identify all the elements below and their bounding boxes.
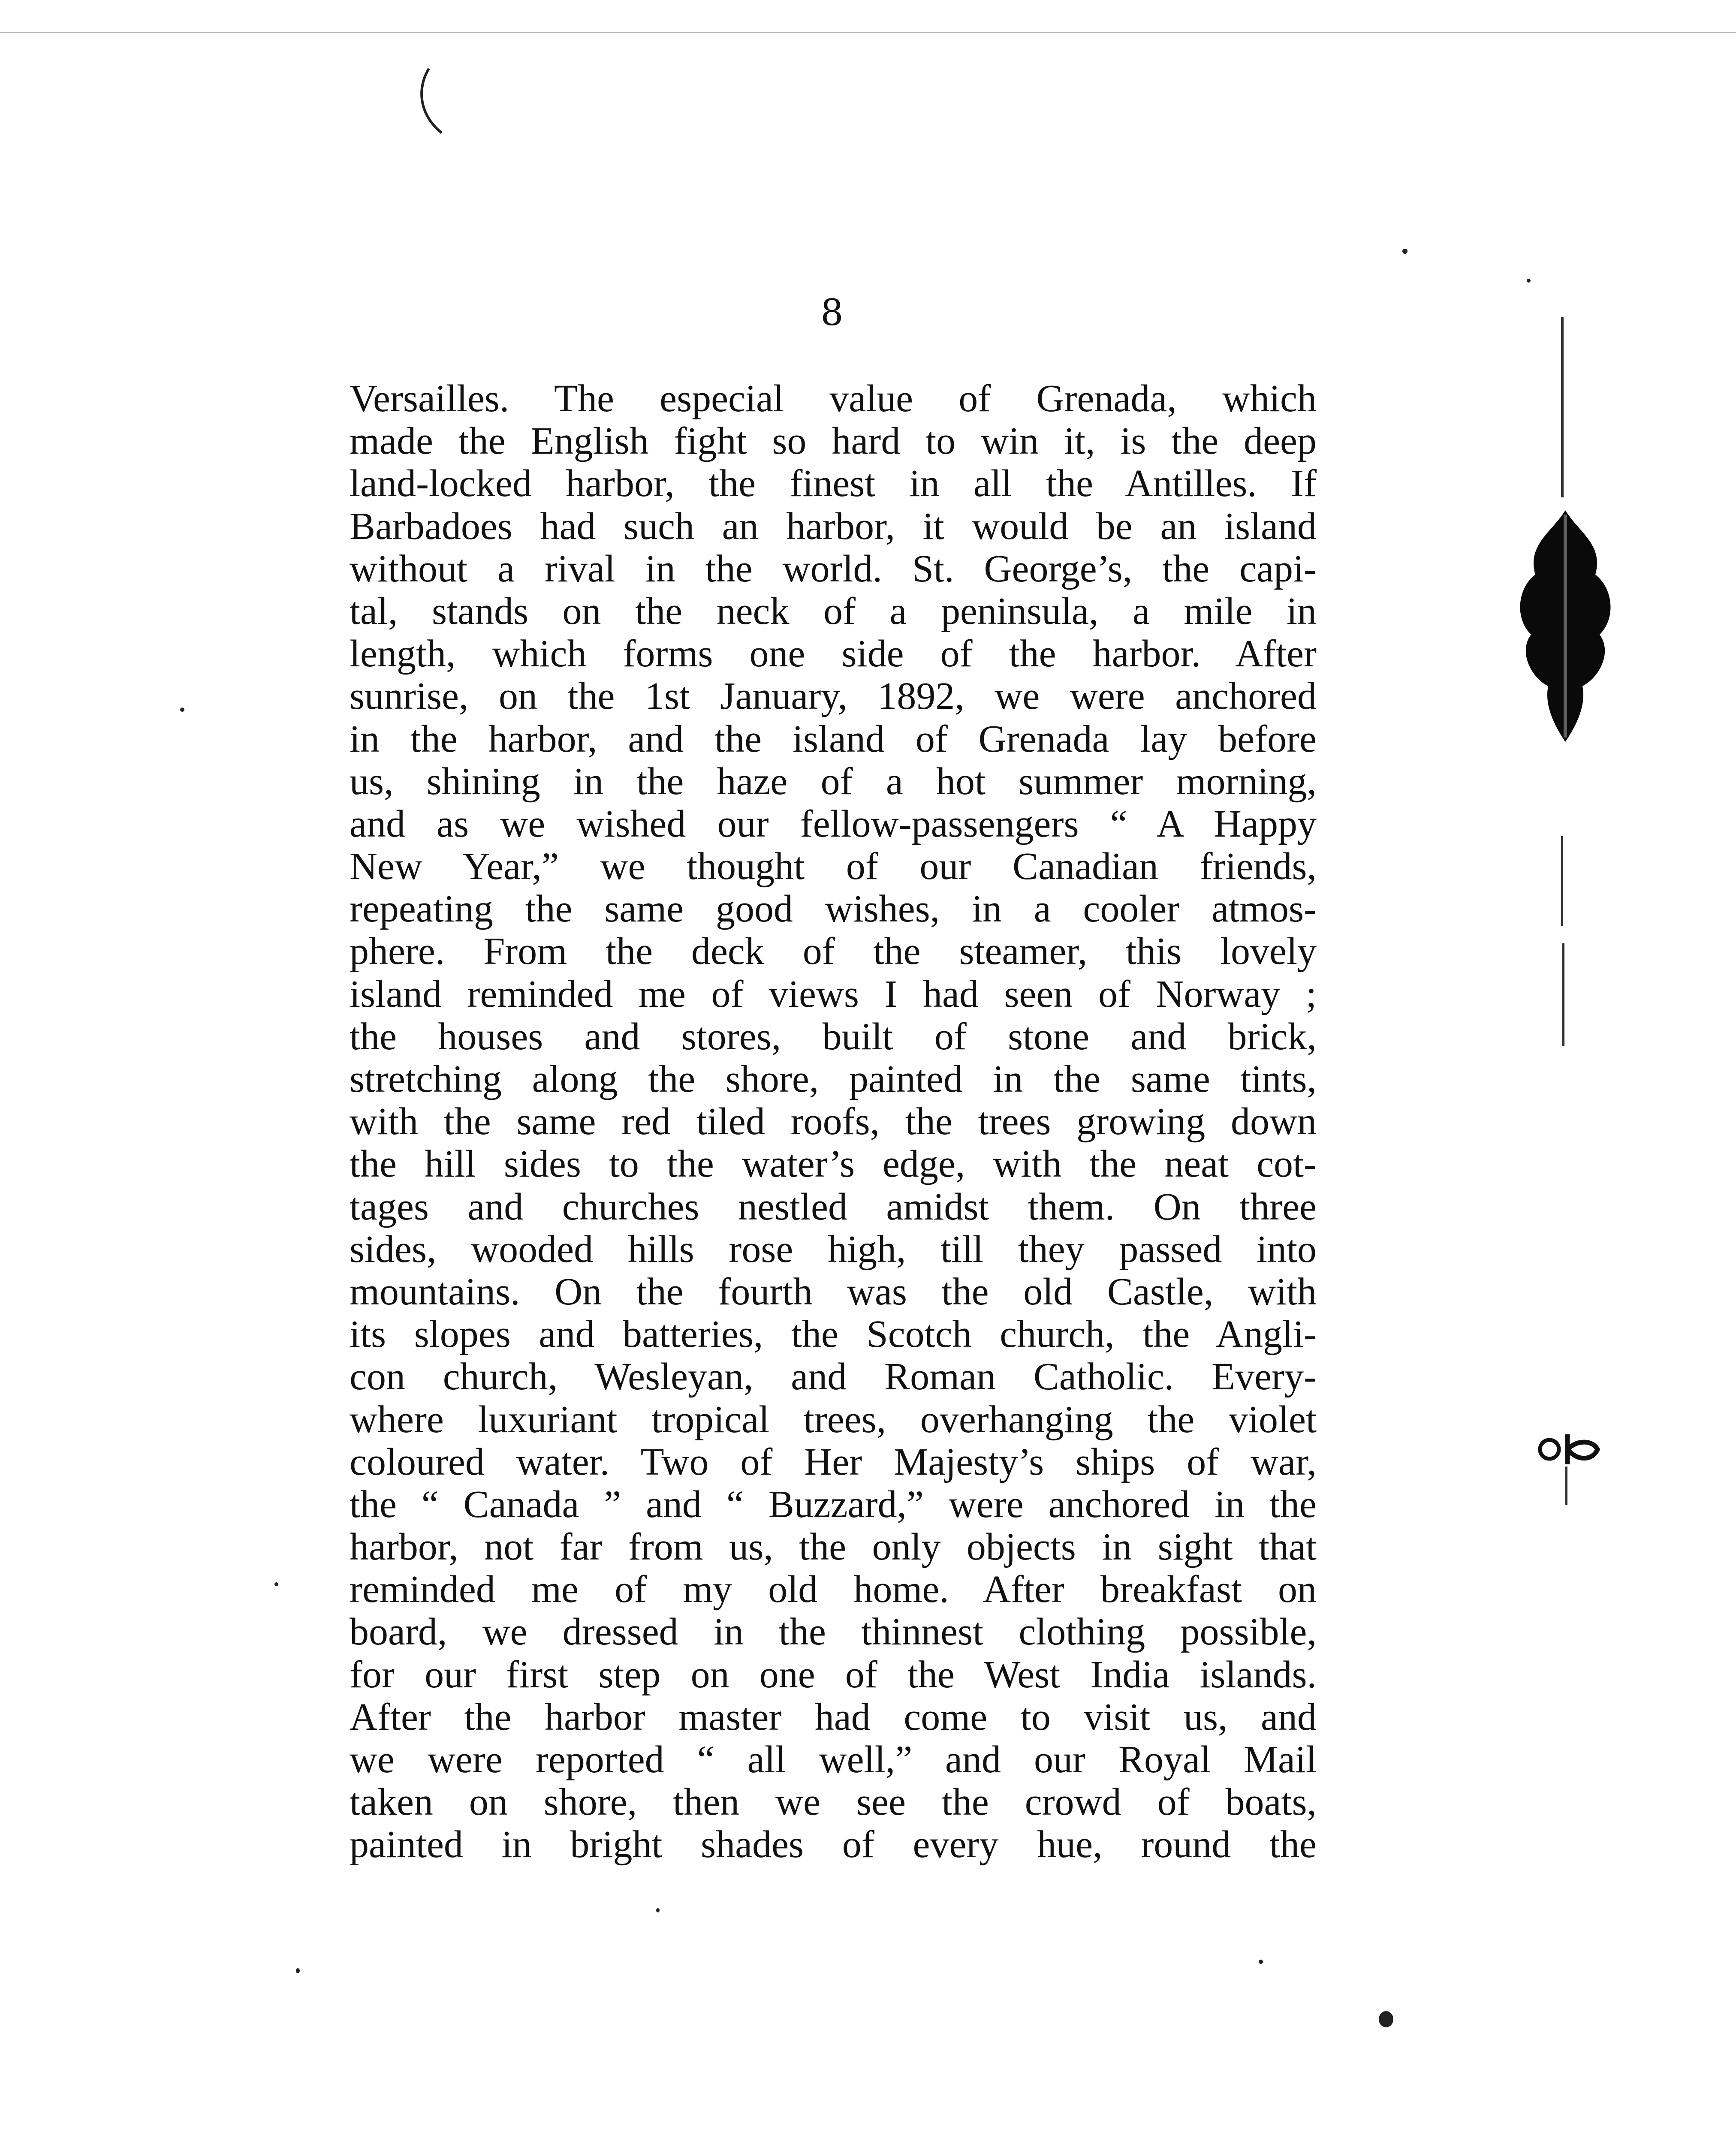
text-line: with the same red tiled roofs, the trees growing down	[350, 1100, 1317, 1143]
text-line: in the harbor, and the island of Grenada lay before	[350, 717, 1317, 760]
text-line: the hill sides to the water’s edge, with the neat cot-	[350, 1143, 1317, 1186]
ink-blot	[1501, 506, 1630, 746]
text-line: harbor, not far from us, the only objects in sight that	[350, 1526, 1317, 1569]
pen-mark	[412, 64, 450, 142]
text-line: us, shining in the haze of a hot summer morning,	[350, 760, 1317, 803]
text-line: made the English fight so hard to win it, is the deep	[350, 420, 1317, 463]
text-line: where luxuriant tropical trees, overhanging the violet	[350, 1398, 1317, 1441]
binding-shadow-line	[1562, 943, 1564, 1046]
text-line: and as we wished our fellow-passengers “ A Happy	[350, 802, 1317, 845]
text-line: island reminded me of views I had seen of Norway ;	[350, 973, 1317, 1015]
body-text	[350, 377, 1317, 1866]
text-line: we were reported “ all well,” and our Royal Mail	[350, 1738, 1317, 1781]
text-line: sunrise, on the 1st January, 1892, we were anchored	[350, 675, 1317, 718]
binding-shadow-line	[1561, 836, 1563, 926]
text-line: New Year,” we thought of our Canadian friends,	[350, 845, 1317, 888]
text-line: Versailles. The especial value of Grenada, which	[350, 377, 1317, 420]
ink-mark	[1537, 1430, 1606, 1469]
text-line: for our first step on one of the West India islands.	[350, 1653, 1317, 1696]
text-line: repeating the same good wishes, in a cooler atmos-	[350, 888, 1317, 930]
text-line: mountains. On the fourth was the old Castle, with	[350, 1270, 1317, 1313]
text-line: con church, Wesleyan, and Roman Catholic. Every-	[350, 1355, 1317, 1398]
dust-speck	[1527, 279, 1531, 283]
text-line: tages and churches nestled amidst them. On three	[350, 1185, 1317, 1228]
text-line: Barbadoes had such an harbor, it would be an island	[350, 505, 1317, 548]
text-line: reminded me of my old home. After breakfast on	[350, 1568, 1317, 1611]
text-line: phere. From the deck of the steamer, this lovely	[350, 930, 1317, 973]
dust-speck	[1379, 2011, 1393, 2027]
dust-speck	[1259, 1960, 1263, 1964]
text-line: taken on shore, then we see the crowd of boats,	[350, 1781, 1317, 1824]
text-line: After the harbor master had come to visit us, and	[350, 1695, 1317, 1738]
text-line: board, we dressed in the thinnest clothing possible,	[350, 1611, 1317, 1653]
text-line: its slopes and batteries, the Scotch church, the Angli-	[350, 1313, 1317, 1356]
text-line: stretching along the shore, painted in the same tints,	[350, 1058, 1317, 1100]
dust-speck	[274, 1582, 278, 1586]
text-line: length, which forms one side of the harbor. After	[350, 632, 1317, 675]
text-line: sides, wooded hills rose high, till they passed into	[350, 1228, 1317, 1271]
text-line: the houses and stores, built of stone and brick,	[350, 1015, 1317, 1058]
page-number: 8	[820, 292, 844, 334]
text-line: without a rival in the world. St. George’s, the capi-	[350, 547, 1317, 590]
dust-speck	[1402, 249, 1407, 254]
text-line: painted in bright shades of every hue, round the	[350, 1823, 1317, 1866]
dust-speck	[656, 1908, 660, 1912]
text-line: tal, stands on the neck of a peninsula, a mile in	[350, 590, 1317, 632]
binding-shadow-line	[1565, 1466, 1567, 1505]
text-line: land-locked harbor, the finest in all the Antilles. If	[350, 462, 1317, 505]
binding-shadow-line	[1561, 317, 1564, 497]
dust-speck	[296, 1968, 300, 1973]
text-line: the “ Canada ” and “ Buzzard,” were anchored in the	[350, 1483, 1317, 1526]
text-line: coloured water. Two of Her Majesty’s ships of war,	[350, 1440, 1317, 1483]
dust-speck	[180, 708, 184, 712]
scan-edge-noise	[0, 32, 1736, 33]
